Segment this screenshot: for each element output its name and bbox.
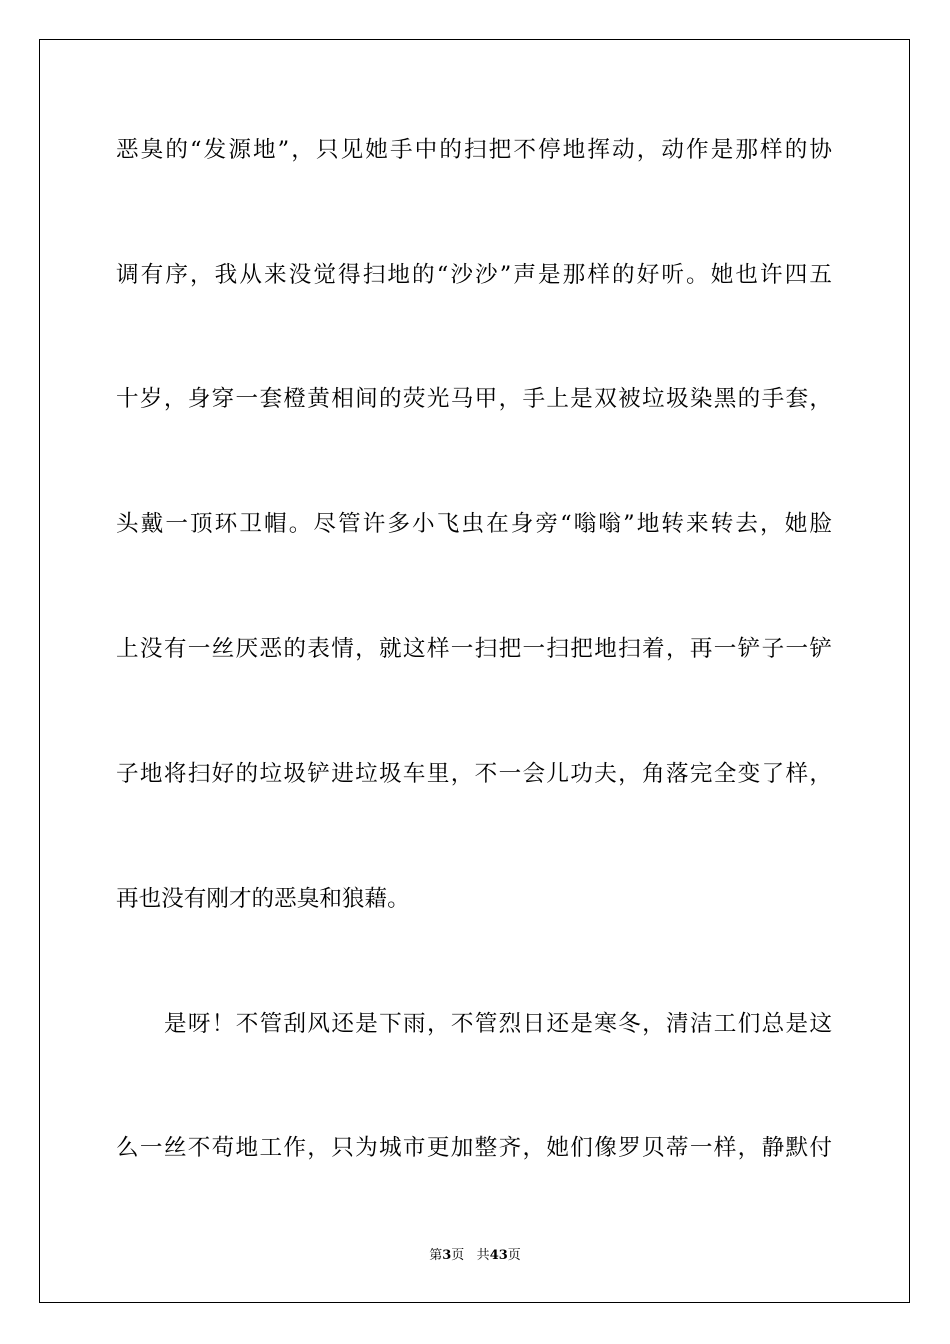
total-suffix: 页 [507,1248,521,1263]
text-line-2: 调有序，我从来没觉得扫地的“沙沙”声是那样的好听。她也许四五 [116,262,832,288]
text-line-3: 十岁，身穿一套橙黄相间的荧光马甲，手上是双被垃圾染黑的手套， [116,386,832,412]
text-line-6: 子地将扫好的垃圾铲进垃圾车里，不一会儿功夫，角落完全变了样， [116,761,832,787]
page-border [39,39,910,1303]
page-number: 3 [442,1248,452,1263]
page-footer [0,1247,950,1265]
text-line-7: 再也没有刚才的恶臭和狼藉。 [116,886,410,912]
text-line-8: 是呀！不管刮风还是下雨，不管烈日还是寒冬，清洁工们总是这 [164,1011,832,1037]
text-line-4: 头戴一顶环卫帽。尽管许多小飞虫在身旁“嗡嗡”地转来转去，她脸 [116,511,832,537]
page-suffix: 页 [451,1248,465,1263]
text-line-9: 么一丝不苟地工作，只为城市更加整齐，她们像罗贝蒂一样，静默付 [116,1135,832,1161]
total-pages: 43 [489,1248,508,1263]
text-line-1: 恶臭的“发源地”，只见她手中的扫把不停地挥动，动作是那样的协 [116,137,832,163]
page-prefix: 第 [429,1248,443,1263]
text-line-5: 上没有一丝厌恶的表情，就这样一扫把一扫把地扫着，再一铲子一铲 [116,636,832,662]
total-prefix: 共 [476,1248,490,1263]
